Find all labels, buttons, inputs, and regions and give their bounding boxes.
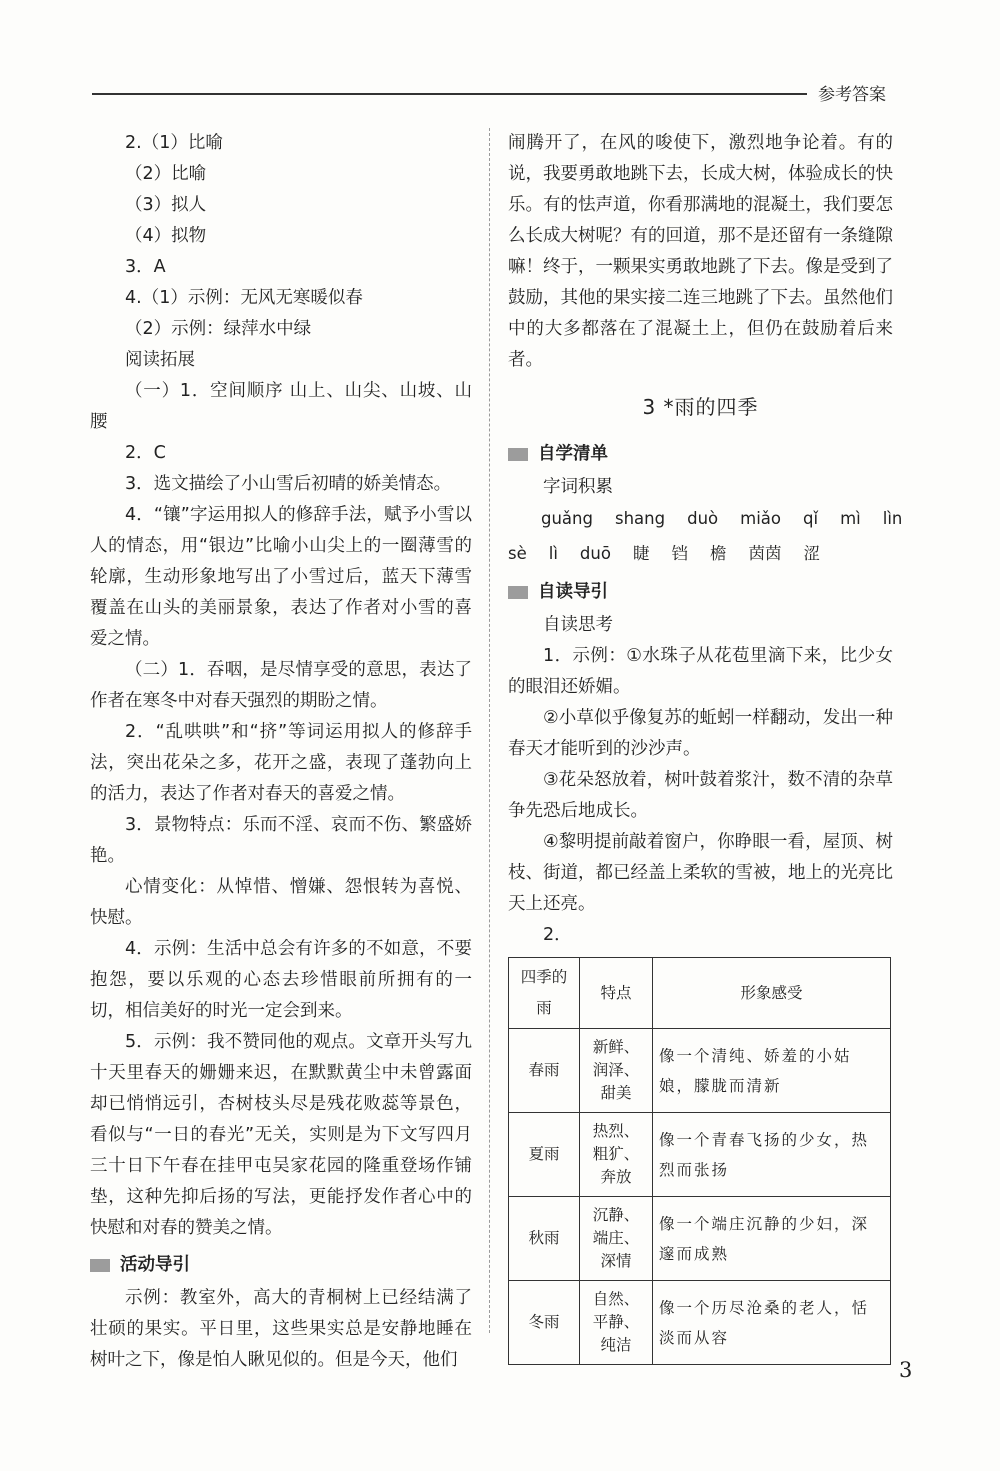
section-marker-icon <box>508 586 528 599</box>
activity-paragraph-continued: 闹腾开了，在风的唆使下，激烈地争论着。有的说，我要勇敢地跳下去，长成大树，体验成长的快乐。有的怯声道，你看那满地的混凝土，我们要怎么长成大树呢？有的回道，那不是还留有一条缝隙嘛！终于，一颗果实勇敢地跳了下去。像是受到了鼓励，其他的果实接二连三地跳了下去。虽然他们中的大多都落在了混凝土上，但仍在鼓励着后来者。 <box>508 133 893 370</box>
think-label: 自读思考 <box>543 615 613 635</box>
season-image: 像一个青春飞扬的少女，热烈而张扬 <box>653 1113 891 1197</box>
header-label: 参考答案 <box>818 85 886 105</box>
answer-paragraph: ④黎明提前敲着窗户，你睁眼一看，屋顶、树枝、街道，都已经盖上柔软的雪被，地上的光亮比天上还亮。 <box>508 832 893 914</box>
season-traits: 沉静、端庄、深情 <box>580 1197 653 1281</box>
answer-line: 心情变化：从悼惜、憎嫌、怨恨转为喜悦、快慰。 <box>90 877 472 928</box>
section-marker-icon <box>508 448 528 461</box>
header-rule <box>92 93 807 95</box>
season-traits: 新鲜、润泽、甜美 <box>580 1029 653 1113</box>
right-column <box>508 128 903 1365</box>
section-label-reading: 阅读拓展 <box>125 350 195 370</box>
table-row <box>509 1029 891 1113</box>
vocab-row <box>508 538 893 569</box>
vocab-char: 睫 <box>632 544 650 563</box>
self-study-heading <box>508 439 893 470</box>
activity-heading-text: 活动导引 <box>120 1255 190 1275</box>
pinyin-item: shang <box>614 509 666 528</box>
pinyin-item: mì <box>840 509 861 528</box>
answer-line: 2.（1）比喻 <box>125 133 223 153</box>
answer-paragraph: 3．景物特点：乐而不淫、哀而不伤、繁盛娇艳。 <box>90 815 472 866</box>
answer-line: 3．选文描绘了小山雪后初晴的娇美情态。 <box>125 474 452 494</box>
table-row <box>509 1197 891 1281</box>
answer-paragraph: ③花朵怒放着，树叶鼓着浆汁，数不清的杂草争先恐后地成长。 <box>508 770 893 821</box>
answer-paragraph: 4．示例：生活中总会有许多的不如意，不要抱怨，要以乐观的心态去珍惜眼前所拥有的一切，相信美好的时光一定会到来。 <box>90 939 472 1021</box>
season-name: 秋雨 <box>509 1197 580 1281</box>
seasons-table <box>508 957 891 1365</box>
answer-line: （3）拟人 <box>125 195 207 215</box>
vocab-char: 茵茵 <box>748 544 782 563</box>
table-header: 特点 <box>580 958 653 1029</box>
pinyin-item: guǎng <box>541 509 593 528</box>
season-image: 像一个端庄沉静的少妇，深邃而成熟 <box>653 1197 891 1281</box>
table-header: 四季的雨 <box>509 958 580 1029</box>
season-traits: 自然、平静、纯洁 <box>580 1281 653 1365</box>
vocab-char: 涩 <box>803 544 820 563</box>
answer-line: （一）1．空间顺序 山上、山尖、山坡、山腰 <box>90 381 472 432</box>
pinyin-item: duò <box>687 509 719 528</box>
answer-paragraph: （二）1．吞咽，是尽情享受的意思，表达了作者在寒冬中对春天强烈的期盼之情。 <box>90 660 472 711</box>
lesson-title: 3 *雨的四季 <box>642 395 759 419</box>
pinyin-item: sè <box>508 544 527 563</box>
answer-paragraph: 5．示例：我不赞同他的观点。文章开头写九十天里春天的姗姗来迟，在默默黄尘中未曾露面却已悄悄远引，杏树枝头尽是残花败蕊等景色，看似与“一日的春光”无关，实则是为下文写四月三十日下午春在挂甲屯吴家花园的隆重登场作铺垫，这种先抑后扬的写法，更能抒发作者心中的快慰和对春的赞美之情。 <box>90 1032 472 1238</box>
season-name: 春雨 <box>509 1029 580 1113</box>
answer-line: 3．A <box>125 257 166 277</box>
answer-line: 2． <box>543 925 572 945</box>
table-row <box>509 1281 891 1365</box>
table-header-row <box>509 958 891 1029</box>
section-marker-icon <box>90 1259 110 1272</box>
left-column <box>90 128 472 1376</box>
activity-heading <box>90 1250 472 1281</box>
answer-line: 2．C <box>125 443 166 463</box>
season-name: 夏雨 <box>509 1113 580 1197</box>
pinyin-item: duō <box>579 544 611 563</box>
vocab-char: 檐 <box>709 544 727 563</box>
pinyin-item: miǎo <box>740 509 781 528</box>
self-study-heading-text: 自学清单 <box>538 444 608 464</box>
pinyin-item: lìn <box>882 509 903 528</box>
pinyin-row <box>508 503 903 534</box>
pinyin-item: qǐ <box>803 509 819 528</box>
season-image: 像一个清纯、娇羞的小姑娘，朦胧而清新 <box>653 1029 891 1113</box>
season-image: 像一个历尽沧桑的老人，恬淡而从容 <box>653 1281 891 1365</box>
answer-line: （2）示例：绿萍水中绿 <box>125 319 312 339</box>
answer-paragraph: ②小草似乎像复苏的蚯蚓一样翻动，发出一种春天才能听到的沙沙声。 <box>508 708 893 759</box>
page-number: 3 <box>899 1358 913 1382</box>
answer-paragraph: 1．示例：①水珠子从花苞里滴下来，比少女的眼泪还娇媚。 <box>508 646 893 697</box>
answer-line: 4.（1）示例：无风无寒暖似春 <box>125 288 363 308</box>
table-header: 形象感受 <box>653 958 891 1029</box>
answer-line: （4）拟物 <box>125 226 207 246</box>
answer-paragraph: 2．“乱哄哄”和“挤”等词运用拟人的修辞手法，突出花朵之多，花开之盛，表现了蓬勃向上的活力，表达了作者对春天的喜爱之情。 <box>90 722 472 804</box>
guide-heading-text: 自读导引 <box>538 582 608 602</box>
vocab-char: 铛 <box>671 544 688 563</box>
table-row <box>509 1113 891 1197</box>
guide-heading <box>508 577 893 608</box>
vocab-label: 字词积累 <box>543 477 613 497</box>
answer-paragraph: 4．“镶”字运用拟人的修辞手法，赋予小雪以人的情态，用“银边”比喻小山尖上的一圈薄雪的轮廓，生动形象地写出了小雪过后，蓝天下薄雪覆盖在山头的美丽景象，表达了作者对小雪的喜爱之情。 <box>90 505 472 649</box>
activity-paragraph: 示例：教室外，高大的青桐树上已经结满了壮硕的果实。平日里，这些果实总是安静地睡在树叶之下，像是怕人瞅见似的。但是今天，他们 <box>90 1288 472 1370</box>
answer-line: （2）比喻 <box>125 164 207 184</box>
season-name: 冬雨 <box>509 1281 580 1365</box>
pinyin-item: lì <box>548 544 558 563</box>
season-traits: 热烈、粗犷、奔放 <box>580 1113 653 1197</box>
column-divider <box>489 128 490 1333</box>
